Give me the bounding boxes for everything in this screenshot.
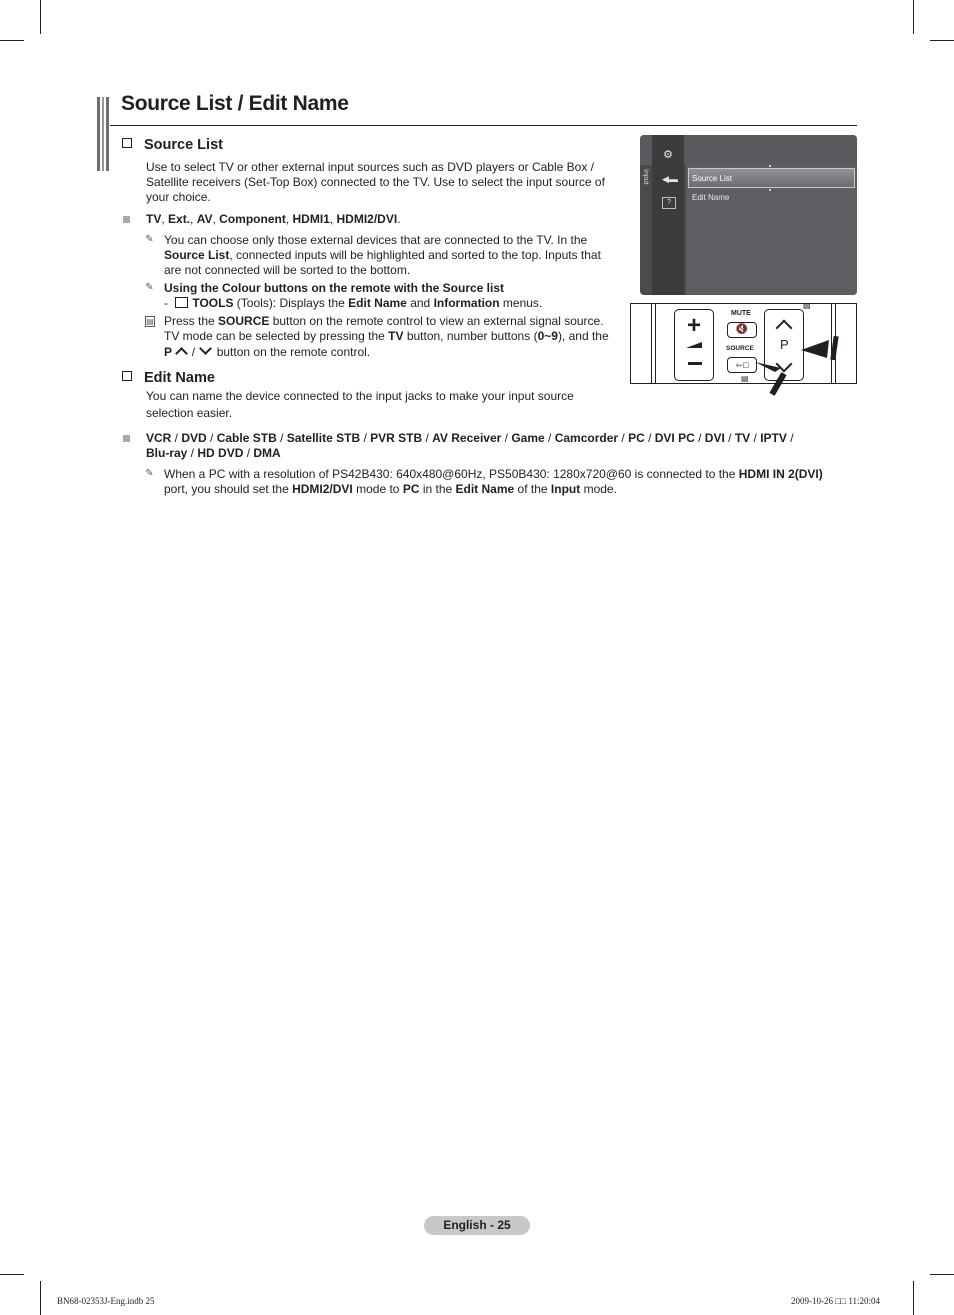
print-slug-right: 2009-10-26 □□ 11:20:04 <box>791 1296 881 1306</box>
separator: / <box>724 431 735 445</box>
edit-name-intro <box>146 389 574 421</box>
title-rule <box>110 125 857 126</box>
bold-term: 0~9 <box>537 329 558 343</box>
page-number-badge: English - 25 <box>424 1216 530 1235</box>
checkbox-square-icon <box>122 138 132 148</box>
separator: , <box>212 212 220 226</box>
note-line-text: mode to <box>352 482 403 496</box>
bold-term: Component <box>219 212 286 226</box>
chevron-up-icon <box>175 347 188 360</box>
remote-control-illustration <box>630 303 857 384</box>
separator: / <box>422 431 433 445</box>
note-pencil-icon: ✎ <box>145 282 154 293</box>
source-list-inputs <box>146 212 401 227</box>
volume-minus-icon <box>688 362 702 365</box>
note-line-text: , connected inputs will be highlighted and sorted to the top. Inputs that <box>229 248 601 262</box>
volume-plus-icon: + <box>687 312 702 339</box>
separator: / <box>544 431 555 445</box>
intro-line: Satellite receivers (Set-Top Box) connected to the TV. Use to select the input source of <box>146 175 605 189</box>
bold-term: DVI <box>704 431 725 445</box>
bold-term: DMA <box>253 446 281 460</box>
note-line <box>164 296 542 311</box>
intro-line: Use to select TV or other external input sources such as DVD players or Cable Box / <box>146 160 594 174</box>
checkbox-square-icon <box>122 371 132 381</box>
note-line-text: button on the remote control to view an external signal source. <box>269 314 604 328</box>
source-list-intro <box>146 160 605 205</box>
bold-term: AV Receiver <box>432 431 502 445</box>
bold-term: PC <box>402 482 420 496</box>
separator: / <box>786 431 794 445</box>
section-heading-text: Edit Name <box>144 370 215 386</box>
print-slug-left: BN68-02353J-Eng.indb 25 <box>57 1296 155 1306</box>
mute-button-icon: 🔇 <box>727 322 757 338</box>
crop-mark <box>40 1281 41 1315</box>
bold-term: SOURCE <box>218 314 270 328</box>
bold-term: TV <box>388 329 404 343</box>
crop-mark <box>0 1274 24 1275</box>
note-line-text: button, number buttons ( <box>403 329 538 343</box>
bold-term: Ext. <box>168 212 191 226</box>
separator: , <box>285 212 293 226</box>
osd-item-edit-name: Edit Name <box>692 193 730 202</box>
bold-term: HDMI2/DVI <box>336 212 398 226</box>
separator: / <box>360 431 371 445</box>
mute-label: MUTE <box>731 310 751 317</box>
bold-term: TV <box>146 212 162 226</box>
options-line <box>146 446 794 461</box>
bold-term: Cable STB <box>216 431 277 445</box>
note-line-text: mode. <box>580 482 617 496</box>
separator: . <box>397 212 401 226</box>
separator: / <box>187 446 198 460</box>
note-line-text: TV mode can be selected by pressing the <box>164 329 389 343</box>
bold-term: AV <box>196 212 213 226</box>
crop-mark <box>930 40 954 41</box>
crop-mark <box>0 40 24 41</box>
note-line-text: port, you should set the <box>164 482 293 496</box>
note-line-text: When a PC with a resolution of PS42B430: 640x480@60Hz, PS50B430: 1280x720@60 is connected to the <box>164 467 739 481</box>
note-line: You can choose only those external devices that are connected to the TV. In the <box>164 233 588 247</box>
bold-term: TV <box>734 431 751 445</box>
edit-name-options <box>146 431 794 461</box>
note-connected-devices <box>164 233 601 278</box>
separator: / <box>618 431 629 445</box>
title-accent-bar <box>97 97 109 171</box>
intro-line: selection easier. <box>146 406 233 420</box>
bold-term: IPTV <box>760 431 787 445</box>
bold-term: HDMI IN 2(DVI) <box>738 467 823 481</box>
intro-line: your choice. <box>146 190 211 204</box>
remote-edge-line <box>651 304 652 383</box>
note-line-text: of the <box>514 482 551 496</box>
bold-term: Satellite STB <box>286 431 361 445</box>
note-line <box>164 467 823 482</box>
note-source-button <box>164 314 609 360</box>
bold-term: Game <box>511 431 545 445</box>
tools-icon <box>175 297 188 308</box>
input-plug-icon: ◀▬ <box>662 174 678 184</box>
note-line-text: menus. <box>499 296 543 310</box>
chevron-down-icon <box>200 342 213 355</box>
bold-term: HD DVD <box>197 446 244 460</box>
bold-term: PC <box>628 431 645 445</box>
bold-term: TOOLS <box>192 296 234 310</box>
bold-term: Input <box>550 482 581 496</box>
section-heading-edit-name <box>122 370 215 386</box>
note-line <box>164 248 601 263</box>
crop-mark <box>913 0 914 34</box>
note-line-text: ), and the <box>557 329 609 343</box>
bold-term: PVR STB <box>370 431 423 445</box>
note-pencil-icon: ✎ <box>145 234 154 245</box>
osd-tick <box>769 189 771 191</box>
bold-term: Information <box>433 296 500 310</box>
page-title: Source List / Edit Name <box>121 92 349 115</box>
osd-tick <box>769 165 771 167</box>
note-line <box>164 314 609 329</box>
volume-wedge-icon <box>686 342 702 348</box>
osd-side-label: Input <box>642 169 649 185</box>
bold-term: Edit Name <box>348 296 407 310</box>
intro-line: You can name the device connected to the input jacks to make your input source <box>146 389 574 403</box>
note-line <box>164 344 609 360</box>
square-bullet-icon <box>123 435 130 442</box>
separator: / <box>206 431 217 445</box>
note-heading: Using the Colour buttons on the remote with the Source list <box>164 281 505 295</box>
source-button-icon: ⇽□ <box>727 357 757 373</box>
osd-menu-screenshot <box>640 135 857 295</box>
separator: , <box>329 212 337 226</box>
separator: / <box>171 431 182 445</box>
small-remote-icon: ▤ <box>803 301 811 310</box>
separator: , <box>161 212 169 226</box>
separator: / <box>243 446 254 460</box>
separator: / <box>501 431 512 445</box>
section-heading-text: Source List <box>144 137 223 153</box>
channel-p-label: P <box>780 337 789 352</box>
pointer-arrows-icon <box>751 328 861 398</box>
note-line-text: (Tools): Displays the <box>233 296 349 310</box>
bold-term: HDMI2/DVI <box>292 482 353 496</box>
separator: / <box>188 345 199 359</box>
bold-term: DVD <box>181 431 207 445</box>
square-bullet-icon <box>123 216 130 223</box>
remote-note-icon: ▤ <box>146 317 154 326</box>
bold-term: P <box>164 345 173 359</box>
crop-mark <box>913 1281 914 1315</box>
separator: , <box>190 212 197 226</box>
separator: / <box>694 431 705 445</box>
bold-term: Blu-ray <box>146 446 188 460</box>
section-heading-source-list <box>122 137 223 153</box>
note-pc-resolution <box>164 467 823 497</box>
note-line <box>164 329 609 344</box>
remote-edge-line <box>655 304 656 383</box>
note-colour-buttons <box>164 281 542 311</box>
note-line-text: and <box>406 296 434 310</box>
separator: / <box>644 431 655 445</box>
bold-term: Camcorder <box>554 431 619 445</box>
bold-term: Source List <box>164 248 230 262</box>
bold-term: VCR <box>146 431 172 445</box>
bold-term: DVI PC <box>654 431 695 445</box>
options-line <box>146 431 794 446</box>
note-line: are not connected will be sorted to the bottom. <box>164 263 411 277</box>
separator: / <box>276 431 287 445</box>
separator: / <box>750 431 761 445</box>
note-line <box>164 482 823 497</box>
note-line-text: in the <box>419 482 456 496</box>
dash: - <box>164 296 172 310</box>
source-label: SOURCE <box>726 345 754 352</box>
small-remote-icon: ▤ <box>741 374 749 383</box>
note-line-text: button on the remote control. <box>213 345 371 359</box>
note-pencil-icon: ✎ <box>145 468 154 479</box>
osd-item-source-list: Source List <box>688 168 855 188</box>
bold-term: Edit Name <box>455 482 515 496</box>
help-icon: ? <box>662 197 676 209</box>
crop-mark <box>40 0 41 34</box>
gear-icon: ⚙ <box>663 149 673 161</box>
note-line-text: Press the <box>164 314 219 328</box>
bold-term: HDMI1 <box>292 212 330 226</box>
crop-mark <box>930 1274 954 1275</box>
